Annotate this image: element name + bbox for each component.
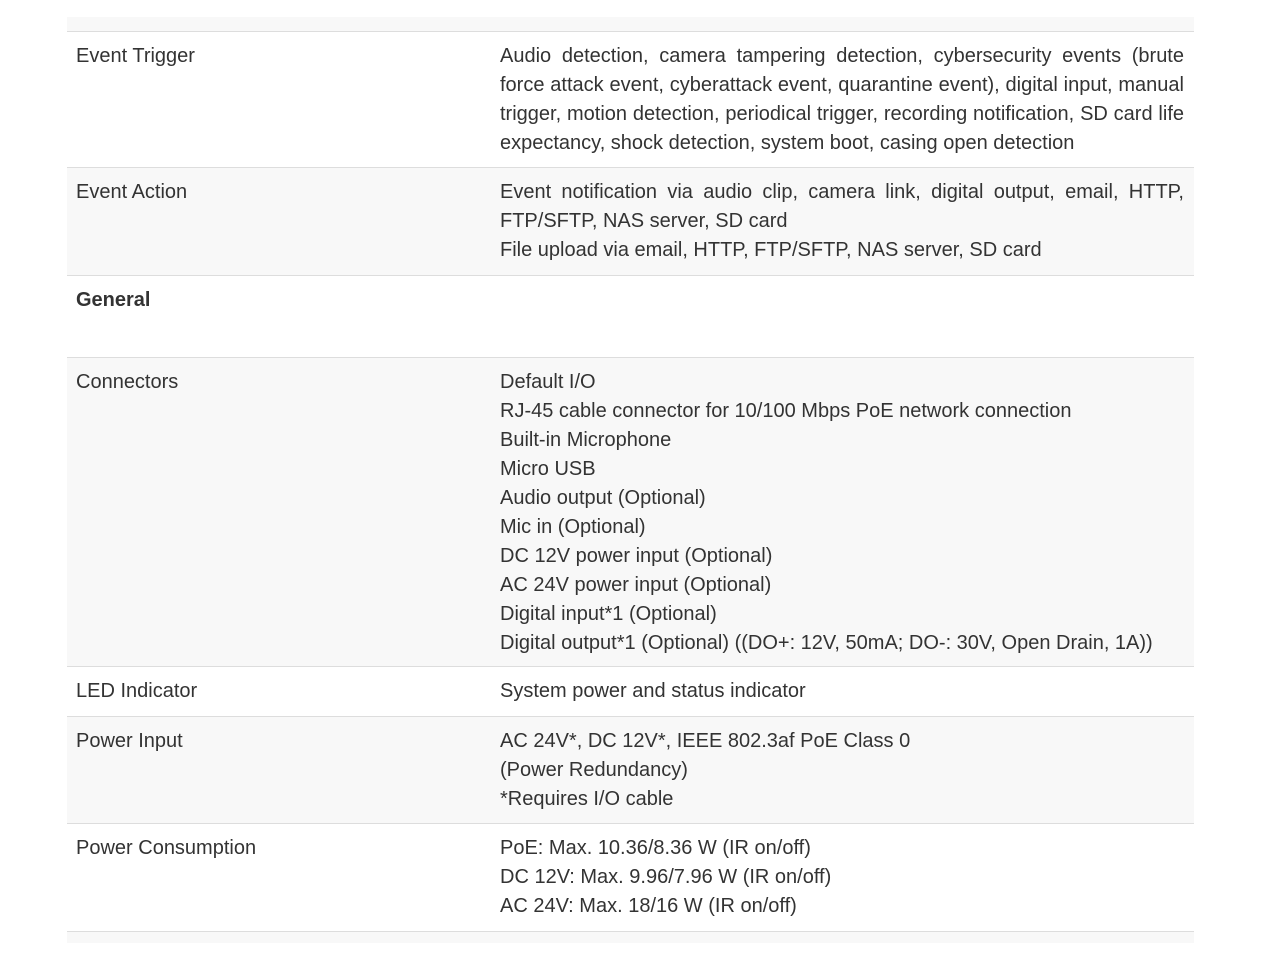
spec-value-line: AC 24V: Max. 18/16 W (IR on/off): [500, 895, 797, 917]
section-header-general: [67, 276, 1194, 358]
spec-value-line: File upload via email, HTTP, FTP/SFTP, NAS server, SD card: [500, 239, 1042, 261]
spec-value-line: Built-in Microphone: [500, 429, 672, 451]
spec-value-line: DC 12V power input (Optional): [500, 545, 773, 567]
spec-value: System power and status indicator: [500, 680, 806, 702]
spec-value: [491, 358, 1194, 666]
spec-label: Connectors: [76, 371, 179, 393]
spec-value: [491, 168, 1194, 275]
spec-value-line: PoE: Max. 10.36/8.36 W (IR on/off): [500, 837, 811, 859]
spec-value-line: DC 12V: Max. 9.96/7.96 W (IR on/off): [500, 866, 832, 888]
spec-label: Power Consumption: [76, 837, 257, 859]
spec-value: [491, 824, 1194, 931]
spec-value-line: Mic in (Optional): [500, 516, 646, 538]
table-row-power-consumption: [67, 824, 1194, 932]
spec-value-line: (Power Redundancy): [500, 759, 688, 781]
table-row-event-trigger: [67, 32, 1194, 168]
spec-value-line: Default I/O: [500, 371, 596, 393]
table-row-connectors: [67, 358, 1194, 667]
table-row-power-input: [67, 717, 1194, 824]
spec-value: Audio detection, camera tampering detection, cybersecurity events (brute force attack event, cyberattack event, quarantine event), digital input, manual trigger, motion detection, periodical trigger, recording notification, SD card life expectancy, shock detection, system boot, casing open detection: [500, 45, 1184, 154]
spec-value-line: Digital input*1 (Optional): [500, 603, 717, 625]
table-row-event-action: [67, 168, 1194, 276]
spec-label: Event Action: [76, 181, 188, 203]
spec-value-line: RJ-45 cable connector for 10/100 Mbps PoE network connection: [500, 400, 1072, 422]
spec-value-line: *Requires I/O cable: [500, 788, 674, 810]
spec-value-line: AC 24V power input (Optional): [500, 574, 772, 596]
spec-label: LED Indicator: [76, 680, 198, 702]
spec-value-line: Audio output (Optional): [500, 487, 706, 509]
table-row-led-indicator: [67, 667, 1194, 717]
spec-label: Power Input: [76, 730, 183, 752]
spec-value-line: Micro USB: [500, 458, 596, 480]
spec-table: [67, 17, 1194, 943]
spec-value-text: Event notification via audio clip, camera link, digital output, email, HTTP, FTP/SFTP, NAS server, SD card: [500, 181, 1184, 232]
table-bottom-strip: [67, 932, 1194, 943]
spec-value-line: Digital output*1 (Optional) ((DO+: 12V, 50mA; DO-: 30V, Open Drain, 1A)): [500, 632, 1153, 654]
spec-value-line: AC 24V*, DC 12V*, IEEE 802.3af PoE Class 0: [500, 730, 911, 752]
spec-value: [491, 717, 1194, 823]
spec-label: Event Trigger: [76, 45, 195, 67]
table-top-strip: [67, 17, 1194, 32]
section-title: General: [76, 289, 151, 311]
